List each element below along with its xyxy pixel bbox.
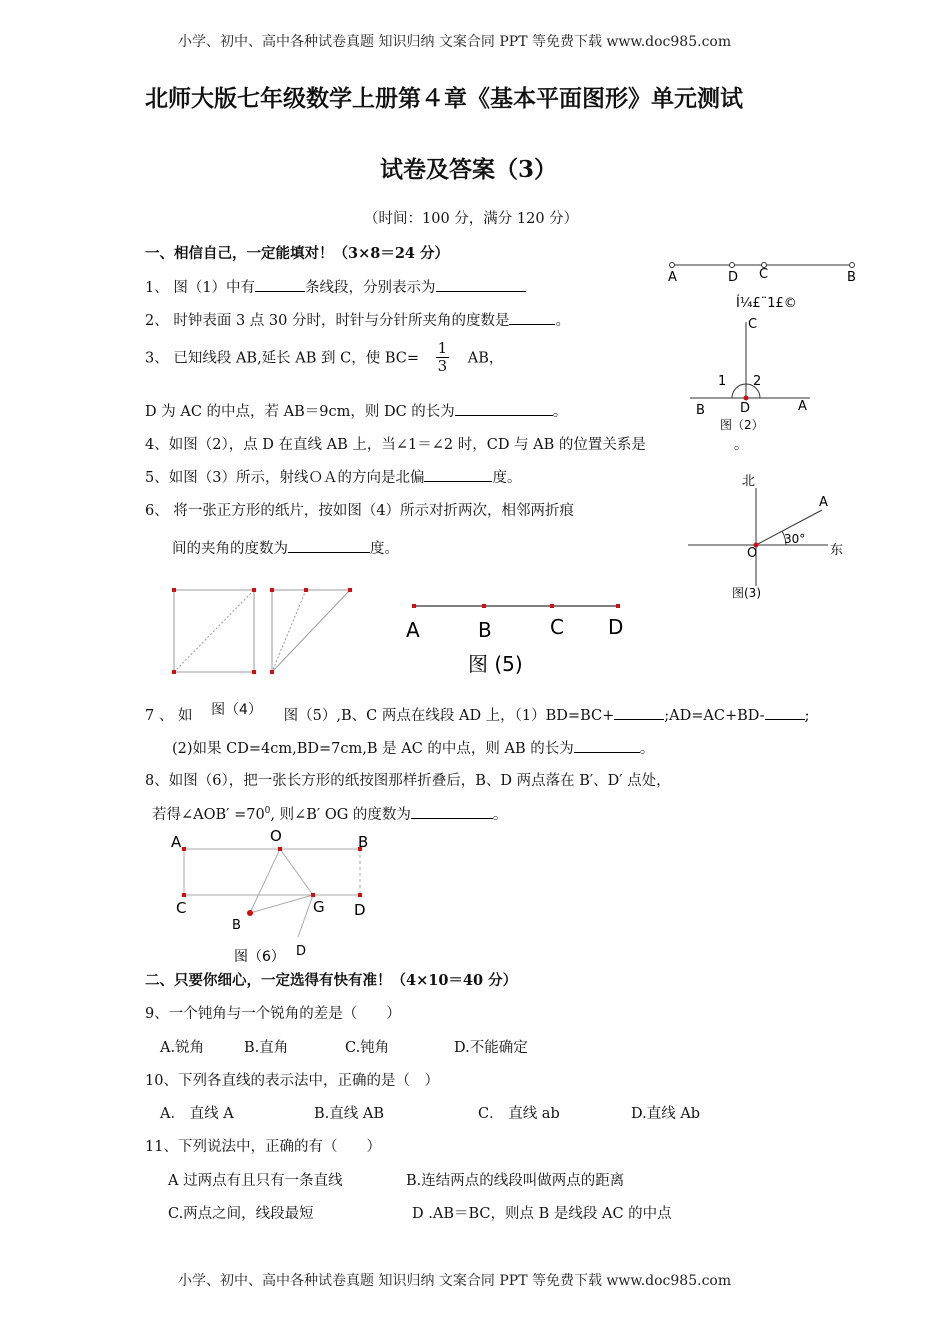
fig1-label-c: C [759,267,769,282]
fig6-label-b: B [358,833,369,851]
q8-line2-end: 。 [492,807,508,823]
fig6-label-g: G [313,898,325,916]
q3-fraction [436,340,450,374]
figure-5 [400,595,640,680]
q3-line2-end: 。 [552,404,568,420]
point-c [182,893,186,897]
fraction-numerator: 1 [437,339,448,357]
point-c [550,604,554,608]
q5-text-b: 度。 [492,470,522,486]
fig4-corner [270,588,274,592]
q3-blank[interactable] [455,401,553,416]
fig4-corner [252,670,256,674]
fig4-corner [304,588,308,592]
point-a [670,263,675,268]
q9-option-a[interactable]: A.锐角 [160,1040,205,1056]
point-a [182,847,186,851]
q5-text: 5、如图（3）所示，射线ＯＡ的方向是北偏 [145,470,425,486]
q5-blank[interactable] [424,467,492,482]
question-11: 11、下列说法中，正确的有（ ） [145,1139,381,1155]
fig3-label-a: A [819,495,828,510]
q2-text: 2、 时钟表面 3 点 30 分时，时针与分针所夹角的度数是 [145,313,510,329]
section-1-heading: 一、相信自己，一定能填对！（3×8＝24 分） [145,245,450,262]
q6-line2-end: 度。 [370,541,399,557]
time-info: （时间：100 分，满分 120 分） [364,211,579,227]
fig4-corner [172,670,176,674]
fig4-corner [270,670,274,674]
q7-line2-end: 。 [639,741,655,757]
fig2-label-a: A [798,399,807,414]
q7-blank-1[interactable] [614,705,664,720]
q9-option-d[interactable]: D.不能确定 [454,1040,528,1056]
fig2-label-b: B [696,403,705,418]
q11-option-d[interactable]: D .AB＝BC，则点 B 是线段 AC 的中点 [412,1206,672,1222]
fig6-label-b-prime: B [232,918,241,933]
fig5-label-a: A [406,618,420,642]
fig2-label-1: 1 [718,374,727,389]
fig6-label-a: A [171,833,182,851]
question-8-line-2 [152,803,507,824]
fig4-caption: 图（4） [211,702,262,718]
q2-blank[interactable] [509,310,555,325]
q11-option-a[interactable]: A 过两点有且只有一条直线 [168,1173,343,1189]
question-7 [145,704,809,725]
question-4 [145,433,748,454]
q4-text: 4、如图（2），点 D 在直线 AB 上，当∠1＝∠2 时，CD 与 AB 的位置关系是 [145,437,646,453]
question-9: 9、一个钝角与一个锐角的差是（ ） [145,1006,401,1022]
section-2-heading: 二、只要你细心，一定选得有快有准！（4×10＝40 分） [145,972,518,989]
page-header: 小学、初中、高中各种试卷真题 知识归纳 文案合同 PPT 等免费下载 www.doc985.com [178,34,732,50]
fig1-label-a: A [668,270,677,285]
q10-option-c[interactable]: C． 直线 ab [478,1106,560,1122]
fig5-caption: 图 (5) [468,652,523,676]
point-b [482,604,486,608]
q7-text-d: ; [804,708,810,724]
fig4-corner [252,588,256,592]
fig4-corner [348,588,352,592]
fig3-angle-label: 30° [784,532,806,546]
fig2-label-c: C [748,317,758,332]
fig3-caption: 图(3) [732,586,761,600]
fig6-caption: 图（6） [234,949,285,965]
fig5-label-c: C [550,615,564,639]
q3-text: 3、 已知线段 AB,延长 AB 到 C，使 BC= [145,350,420,367]
q1-blank-1[interactable] [255,277,305,292]
question-3-line-2 [145,400,567,421]
degree-superscript: 0 [264,806,271,817]
fig4-corner [172,588,176,592]
question-2 [145,309,570,330]
q7-blank-2[interactable] [765,705,805,720]
q8-line2-text: 若得∠AOB′ =70 [152,807,265,823]
q7-blank-3[interactable] [574,738,640,753]
question-8 [145,769,671,790]
q6-line2-text: 间的夹角的度数为 [172,541,288,557]
q10-option-d[interactable]: D.直线 Ab [631,1106,701,1122]
point-d [730,263,735,268]
q1-blank-2[interactable] [436,277,526,292]
q7-text: 7 、 如 [145,708,193,724]
fig6-label-c: C [176,899,187,917]
q6-text: 6、 将一张正方形的纸片，按如图（4）所示对折两次，相邻两折痕 [145,503,575,519]
fig6-label-d-prime: D [296,944,307,959]
q7-text-b: 图（5）,B、C 两点在线段 AD 上，（1）BD=BC+ [283,708,615,724]
page-title: 北师大版七年级数学上册第４章《基本平面图形》单元测试 [145,85,743,112]
figure-6 [168,825,388,965]
fig6-label-o: O [270,827,282,845]
fig5-label-d: D [608,615,624,639]
q1-text: 1、 图（1）中有 [145,280,256,296]
fig3-north-label: 北 [742,474,756,489]
point-a [412,604,416,608]
fraction-denominator: 3 [437,356,448,375]
point-b-prime [247,910,253,916]
q4-text-b: 。 [733,437,749,453]
question-1 [145,276,526,297]
fig1-label-b: B [847,270,856,285]
question-3 [145,340,503,374]
q1-text-b: 条线段，分别表示为 [305,280,436,296]
fig3-east-label: 东 [830,543,844,558]
q8-text: 8、如图（6），把一张长方形的纸按图那样折叠后，B、D 两点落在 B′、D′ 点处， [145,773,671,789]
point-o [278,847,282,851]
fig5-label-b: B [478,618,492,642]
q9-option-c[interactable]: C.钝角 [345,1040,390,1056]
q11-option-b[interactable]: B.连结两点的线段叫做两点的距离 [406,1173,625,1189]
q6-blank[interactable] [288,538,370,553]
figure-3 [680,468,860,608]
fig6-label-d: D [354,901,366,919]
question-6-line-2 [172,537,399,558]
question-5 [145,466,521,487]
point-d [616,604,620,608]
figure-4 [168,582,368,682]
q10-option-b[interactable]: B.直线 AB [314,1106,385,1122]
fig2-caption: 图（2） [720,418,764,432]
page-subtitle: 试卷及答案（3） [380,156,558,183]
q7-line2-text: (2)如果 CD=4cm,BD=7cm,B 是 AC 的中点，则 AB 的长为 [172,741,574,757]
q8-blank[interactable] [411,804,493,819]
point-d [744,396,749,401]
q10-option-a[interactable]: A． 直线 A [160,1106,234,1122]
q9-option-b[interactable]: B.直角 [244,1040,289,1056]
fig3-label-o: O [747,546,758,561]
q11-option-c[interactable]: C.两点之间，线段最短 [168,1206,314,1222]
q3-line2-text: D 为 AC 的中点，若 AB＝9cm，则 DC 的长为 [145,404,455,420]
point-b [850,263,855,268]
fig1-label-d: D [728,270,739,285]
point-d [358,893,362,897]
q2-text-b: 。 [555,313,570,329]
point-g [311,893,315,897]
page-footer: 小学、初中、高中各种试卷真题 知识归纳 文案合同 PPT 等免费下载 www.doc985.com [178,1273,732,1289]
question-10: 10、下列各直线的表示法中，正确的是（ ） [145,1073,439,1089]
question-7-line-2 [172,737,654,758]
q8-line2-text-b: , 则∠B′ OG 的度数为 [270,807,411,823]
fig2-label-2: 2 [753,374,762,389]
q7-text-c: ;AD=AC+BD- [664,708,765,724]
figure-2 [680,310,830,435]
fig1-caption: Í¼£¨1£© [736,296,797,311]
question-6 [145,499,574,520]
q3-text-b: AB， [467,350,504,367]
figure-1 [660,255,870,315]
fig2-label-d: D [740,401,751,416]
